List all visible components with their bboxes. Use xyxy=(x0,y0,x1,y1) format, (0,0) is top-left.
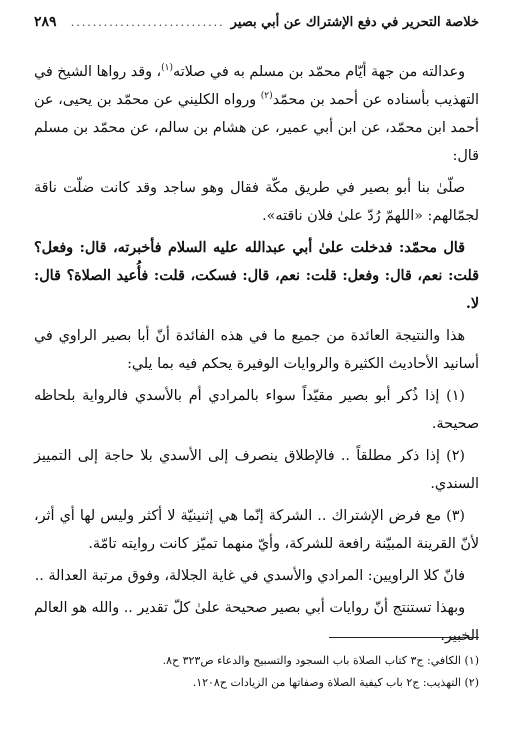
paragraph-final: وبهذا تستنتج أنّ روايات أبي بصير صحيحة علىٰ كلّ تقدير .. والله هو العالم الخبير. xyxy=(34,600,479,644)
page-number: ٢٨٩ xyxy=(34,14,57,30)
paragraph-quote: صلّىٰ بنا أبو بصير في طريق مكّة فقال وهو ساجد وقد كانت ضلّت ناقة لجمّالهم: «اللهمّ رُدّ علىٰ فلان ناقته». xyxy=(34,180,479,224)
paragraph-narrators: فانّ كلا الراويين: المرادي والأسدي في غاية الجلالة، وفوق مرتبة العدالة .. xyxy=(34,568,465,584)
point-1: (١) إذا ذُكر أبو بصير مقيّداً سواء بالمرادي أم بالأسدي فالرواية بلحاظه صحيحة. xyxy=(34,388,479,432)
footnote-divider xyxy=(329,637,479,638)
point-3: (٣) مع فرض الإشتراك .. الشركة إنّما هي إثنينيّة لا أكثر وليس لها أي أثر، لأنّ القرينة المبيّنة رافعة للشركة، وأيّ منهما تميّز كانت روايته تامّة. xyxy=(34,508,479,552)
paragraph-conclusion: هذا والنتيجة العائدة من جميع ما في هذه الفائدة أنّ أبا بصير الراوي في أسانيد الأحاديث الكثيرة والروايات الوفيرة يحكم فيه بما يلي: xyxy=(34,328,479,372)
header-leader-dots: ............................ xyxy=(70,15,225,29)
paragraph-text: وعدالته من جهة أيّام محمّد بن مسلم به في صلاته xyxy=(173,64,465,80)
footnote-2: (٢) التهذيب: ج٢ باب كيفية الصلاة وصفاتها من الزيادات ح١٢٠٨. xyxy=(192,676,479,689)
footnote-ref-1[interactable]: (١) xyxy=(161,63,174,74)
footnote-ref-2[interactable]: (٢) xyxy=(260,91,273,102)
paragraph-text: ورواه الكليني عن محمّد بن يحيى، عن أحمد ابن محمّد، عن ابن أبي عمير، عن هشام بن سالم، عن محمّد بن مسلم قال: xyxy=(34,92,479,164)
footnotes xyxy=(34,650,479,694)
paragraph-text: ، وقد رواها الشيخ في التهذيب بأسناده عن أحمد بن محمّد xyxy=(34,64,479,108)
point-2: (٢) إذا ذكر مطلقاً .. فالإطلاق ينصرف إلى الأسدي بلا حاجة إلى التمييز السندي. xyxy=(34,448,479,492)
footnote-1: (١) الكافي: ج٣ كتاب الصلاة باب السجود والتسبيح والدعاء ص٣٢٣ ح٨. xyxy=(162,654,479,667)
paragraph-dialogue: قال محمّد: فدخلت علىٰ أبي عبدالله عليه السلام فأخبرته، قال: وفعل؟ قلت: نعم، قال: وفعل: قلت: نعم، قال: فسكت، قلت: فأُعيد الصلاة؟ قال: لا. xyxy=(34,240,479,312)
main-text xyxy=(34,58,479,654)
running-title: خلاصة التحرير في دفع الإشتراك عن أبي بصير xyxy=(230,14,479,30)
page-header xyxy=(34,10,479,34)
paragraph-1 xyxy=(34,58,479,170)
